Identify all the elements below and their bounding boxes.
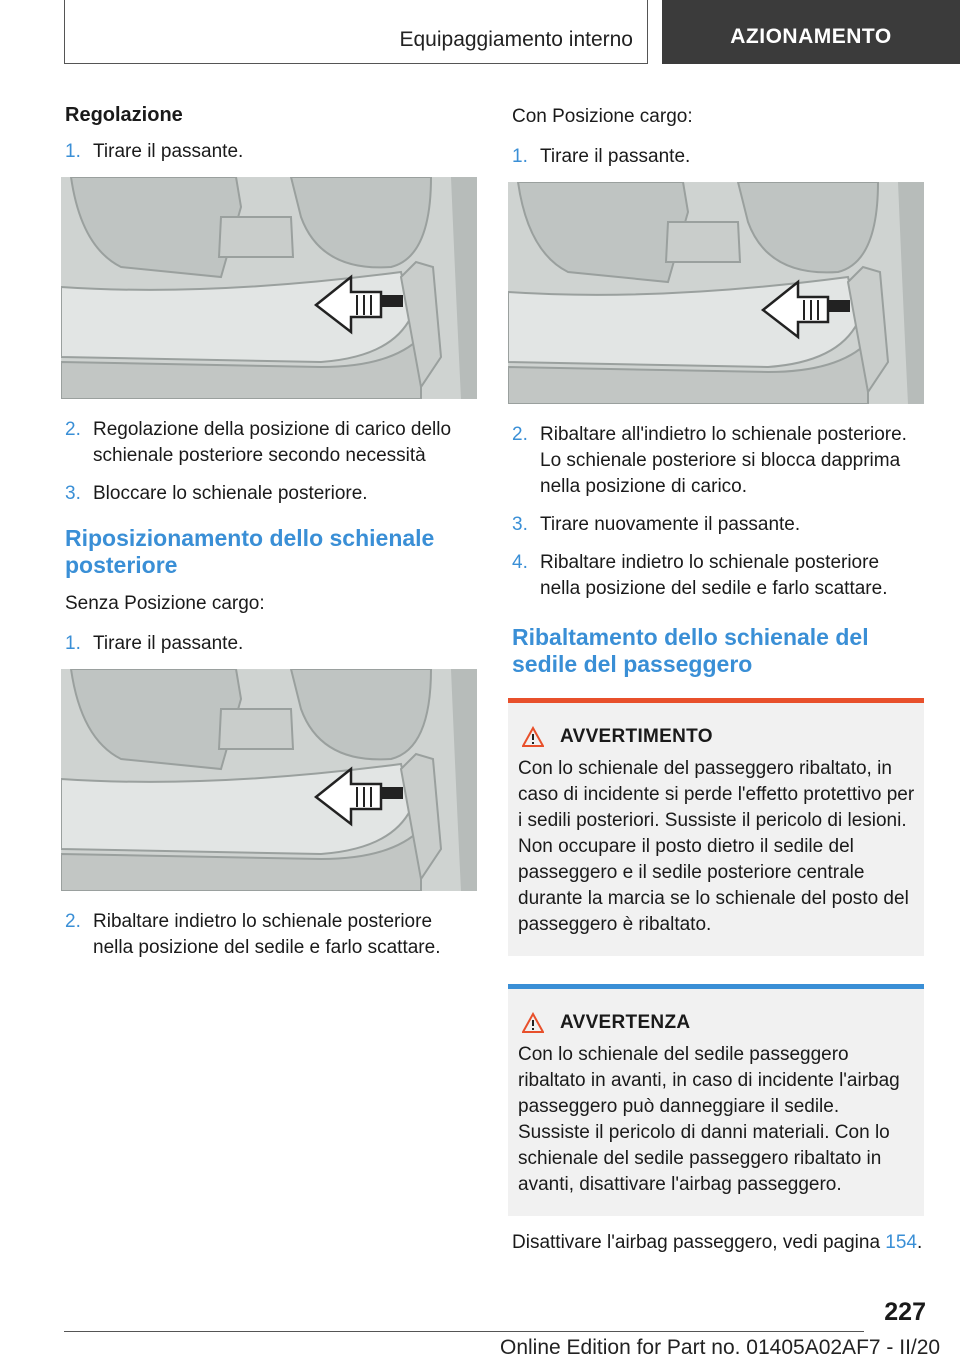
closing-paragraph <box>512 1230 924 1256</box>
step-item <box>512 512 924 538</box>
step-text: Tirare nuovamente il passante. <box>540 514 801 535</box>
step-item <box>512 422 924 500</box>
page-link[interactable]: 154 <box>885 1232 917 1253</box>
step-text: Ribaltare all'indietro lo schienale posteriore. Lo schienale posteriore si blocca dapprima nella posizione di carico. <box>540 424 907 497</box>
step-item <box>65 417 477 469</box>
section-title: Equipaggiamento interno <box>399 28 633 51</box>
seat-illustration <box>508 182 924 404</box>
step-number: 1. <box>512 146 528 167</box>
heading-ribaltamento: Ribaltamento dello schienale del sedile del passeggero <box>512 624 869 677</box>
step-number: 3. <box>65 483 81 504</box>
step-text: Bloccare lo schienale posteriore. <box>93 483 368 504</box>
intro-senza-cargo: Senza Posizione cargo: <box>65 593 265 614</box>
seat-illustration <box>61 669 477 891</box>
chapter-tab[interactable]: AZIONAMENTO <box>662 0 960 64</box>
heading-riposizionamento: Riposizionamento dello schienale posteriore <box>65 525 435 578</box>
step-text: Ribaltare indietro lo schienale posteriore nella posizione del sedile e farlo scattare. <box>540 552 888 599</box>
caution-text: Con lo schienale del sedile passeggero ribaltato in avanti, in caso di incidente l'airbag passeggero può danneggiare il sedile. Sussiste il pericolo di danni materiali. Con lo schienale del sedile passeggero ribaltato in avanti, disattivare l'airbag passeggero. <box>518 1044 900 1195</box>
step-number: 1. <box>65 633 81 654</box>
step-item <box>65 139 477 165</box>
warning-title-row <box>522 726 916 748</box>
step-text: Tirare il passante. <box>540 146 691 167</box>
step-number: 2. <box>65 419 81 440</box>
footer-edition: Online Edition for Part no. 01405A02AF7 - II/20 <box>500 1336 941 1359</box>
footer-rule <box>64 1331 864 1332</box>
warning-box <box>508 698 924 956</box>
intro-con-cargo: Con Posizione cargo: <box>512 106 693 127</box>
page-number: 227 <box>884 1298 926 1326</box>
seat-illustration <box>61 177 477 399</box>
header-frame <box>64 0 648 64</box>
closing-text: Disattivare l'airbag passeggero, vedi pagina <box>512 1232 886 1253</box>
warning-title: AVVERTIMENTO <box>560 726 713 747</box>
step-number: 2. <box>512 424 528 445</box>
step-text: Tirare il passante. <box>93 633 244 654</box>
step-text: Tirare il passante. <box>93 141 244 162</box>
step-item <box>512 550 924 602</box>
step-number: 4. <box>512 552 528 573</box>
caution-box <box>508 984 924 1216</box>
warning-triangle-icon <box>522 1012 544 1034</box>
closing-end: . <box>917 1232 923 1253</box>
step-item <box>65 909 477 961</box>
warning-text: Con lo schienale del passeggero ribaltato, in caso di incidente si perde l'effetto protettivo per i sedili posteriori. Sussiste il pericolo di lesioni. Non occupare il posto dietro il sedile del passeggero e il sedile posteriore centrale durante la marcia se lo schienale del posto del passeggero è ribaltato. <box>518 758 915 935</box>
step-item <box>65 631 477 657</box>
warning-triangle-icon <box>522 726 544 748</box>
step-text: Regolazione della posizione di carico dello schienale posteriore secondo necessità <box>93 419 452 466</box>
step-number: 1. <box>65 141 81 162</box>
subheading-regolazione: Regolazione <box>65 104 183 126</box>
right-column <box>508 100 924 1270</box>
step-item <box>512 144 924 170</box>
step-text: Ribaltare indietro lo schienale posteriore nella posizione del sedile e farlo scattare. <box>93 911 441 958</box>
step-number: 2. <box>65 911 81 932</box>
caution-bar <box>508 984 924 989</box>
left-column <box>61 100 477 973</box>
step-item <box>65 481 477 507</box>
warning-bar <box>508 698 924 703</box>
caution-title: AVVERTENZA <box>560 1012 691 1033</box>
caution-title-row <box>522 1012 916 1034</box>
step-number: 3. <box>512 514 528 535</box>
